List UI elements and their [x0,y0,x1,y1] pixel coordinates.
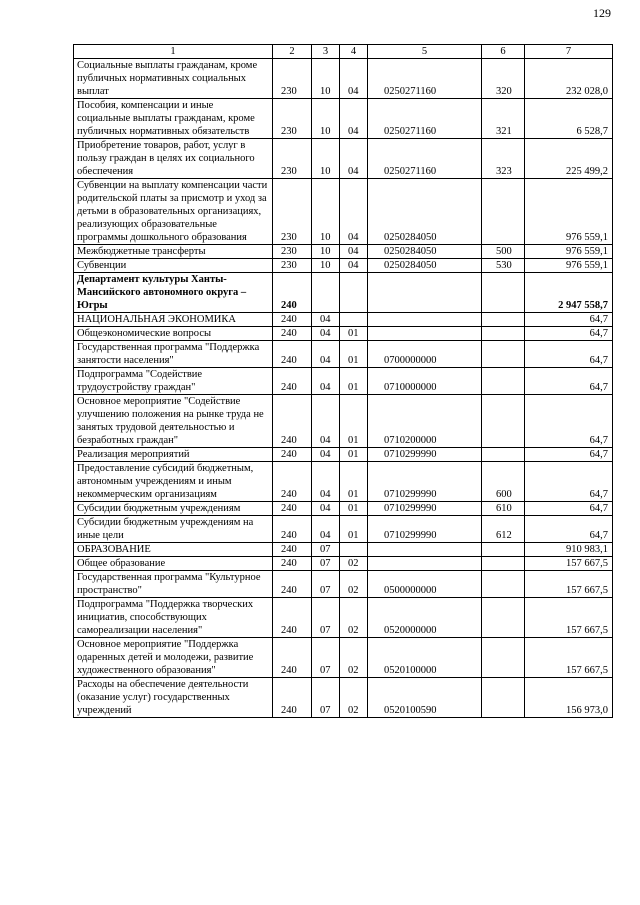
row-sum-cell: 64,7 [525,327,613,341]
page-number: 129 [593,6,611,20]
row-vr-cell [482,341,525,368]
row-name-cell: Основное мероприятие "Содействие улучшению положения на рынке труда не занятых трудовой деятельностью и безработных граждан" [74,395,273,448]
row-cs-cell: 0700000000 [368,341,482,368]
table-row [74,598,613,638]
row-sum-cell: 157 667,5 [525,571,613,598]
row-pr-cell: 02 [340,598,368,638]
table-row [74,368,613,395]
table-row [74,179,613,245]
table-row [74,557,613,571]
row-rz-cell: 04 [312,516,340,543]
table-row [74,139,613,179]
row-name-cell: Межбюджетные трансферты [74,245,273,259]
row-rz-cell: 04 [312,462,340,502]
row-cs-cell: 0710000000 [368,368,482,395]
row-vr-cell [482,313,525,327]
row-name-cell: Подпрограмма "Поддержка творческих инициатив, способствующих самореализации населения" [74,598,273,638]
row-name-cell: Субвенции на выплату компенсации части родительской платы за присмотр и уход за детьми в образовательных организациях, реализующих образовательные программы дошкольного образования [74,179,273,245]
row-vr-cell: 610 [482,502,525,516]
row-vr-cell [482,448,525,462]
row-pr-cell: 02 [340,571,368,598]
row-rz-cell: 07 [312,557,340,571]
row-vr-cell [482,368,525,395]
row-gr-cell: 230 [273,259,312,273]
header-cell: 6 [482,45,525,59]
row-cs-cell: 0250271160 [368,59,482,99]
row-cs-cell [368,557,482,571]
row-pr-cell: 01 [340,327,368,341]
row-gr-cell: 240 [273,571,312,598]
row-pr-cell [340,543,368,557]
row-gr-cell: 240 [273,543,312,557]
row-vr-cell [482,571,525,598]
row-pr-cell: 02 [340,638,368,678]
row-pr-cell: 01 [340,448,368,462]
row-name-cell: Реализация мероприятий [74,448,273,462]
row-vr-cell [482,543,525,557]
row-sum-cell: 976 559,1 [525,259,613,273]
row-vr-cell [482,557,525,571]
table-row [74,502,613,516]
row-rz-cell: 04 [312,368,340,395]
row-vr-cell [482,638,525,678]
row-sum-cell: 2 947 558,7 [525,273,613,313]
header-cell: 2 [273,45,312,59]
row-sum-cell: 64,7 [525,368,613,395]
table-row [74,273,613,313]
row-cs-cell: 0710299990 [368,516,482,543]
row-name-cell: Субсидии бюджетным учреждениям на иные цели [74,516,273,543]
row-sum-cell: 157 667,5 [525,557,613,571]
row-gr-cell: 240 [273,341,312,368]
budget-table [73,44,613,718]
row-cs-cell: 0250271160 [368,139,482,179]
row-name-cell: Подпрограмма "Содействие трудоустройству граждан" [74,368,273,395]
row-cs-cell: 0520100000 [368,638,482,678]
table-row [74,395,613,448]
row-vr-cell [482,327,525,341]
row-cs-cell: 0710299990 [368,448,482,462]
row-cs-cell: 0710299990 [368,502,482,516]
row-rz-cell: 07 [312,598,340,638]
row-vr-cell: 600 [482,462,525,502]
row-vr-cell [482,395,525,448]
row-pr-cell: 04 [340,245,368,259]
row-cs-cell [368,543,482,557]
row-sum-cell: 64,7 [525,395,613,448]
row-rz-cell: 07 [312,638,340,678]
row-rz-cell: 10 [312,59,340,99]
row-vr-cell: 500 [482,245,525,259]
row-gr-cell: 240 [273,273,312,313]
row-gr-cell: 230 [273,139,312,179]
row-name-cell: Общеэкономические вопросы [74,327,273,341]
table-row [74,571,613,598]
row-cs-cell: 0520100590 [368,678,482,718]
row-gr-cell: 230 [273,179,312,245]
row-cs-cell: 0710299990 [368,462,482,502]
row-pr-cell: 04 [340,99,368,139]
row-rz-cell: 10 [312,139,340,179]
header-cell: 1 [74,45,273,59]
row-name-cell: Субвенции [74,259,273,273]
row-gr-cell: 240 [273,448,312,462]
row-gr-cell: 240 [273,502,312,516]
table-row [74,516,613,543]
row-rz-cell: 04 [312,327,340,341]
row-sum-cell: 64,7 [525,462,613,502]
row-rz-cell: 04 [312,395,340,448]
row-gr-cell: 240 [273,516,312,543]
row-vr-cell: 320 [482,59,525,99]
row-cs-cell: 0520000000 [368,598,482,638]
header-cell: 4 [340,45,368,59]
row-name-cell: Основное мероприятие "Поддержка одаренных детей и молодежи, развитие художественного образования" [74,638,273,678]
row-gr-cell: 230 [273,99,312,139]
row-pr-cell: 04 [340,259,368,273]
row-pr-cell: 01 [340,368,368,395]
row-rz-cell: 04 [312,341,340,368]
row-rz-cell: 04 [312,502,340,516]
row-gr-cell: 240 [273,598,312,638]
row-vr-cell: 612 [482,516,525,543]
row-name-cell: Пособия, компенсации и иные социальные выплаты гражданам, кроме публичных нормативных обязательств [74,99,273,139]
row-cs-cell: 0250284050 [368,245,482,259]
row-cs-cell: 0250271160 [368,99,482,139]
row-sum-cell: 976 559,1 [525,179,613,245]
row-rz-cell [312,273,340,313]
row-name-cell: Государственная программа "Культурное пространство" [74,571,273,598]
row-vr-cell [482,678,525,718]
row-gr-cell: 240 [273,368,312,395]
table-header-row [74,45,613,59]
row-name-cell: Государственная программа "Поддержка занятости населения" [74,341,273,368]
row-name-cell: Департамент культуры Ханты-Мансийского автономного округа – Югры [74,273,273,313]
row-sum-cell: 157 667,5 [525,598,613,638]
row-vr-cell [482,179,525,245]
table-row [74,638,613,678]
row-vr-cell: 321 [482,99,525,139]
row-cs-cell [368,327,482,341]
row-sum-cell: 156 973,0 [525,678,613,718]
row-gr-cell: 240 [273,313,312,327]
row-sum-cell: 64,7 [525,516,613,543]
row-cs-cell: 0710200000 [368,395,482,448]
row-rz-cell: 10 [312,179,340,245]
row-cs-cell: 0250284050 [368,179,482,245]
row-rz-cell: 10 [312,99,340,139]
table-row [74,448,613,462]
row-name-cell: НАЦИОНАЛЬНАЯ ЭКОНОМИКА [74,313,273,327]
row-pr-cell: 02 [340,557,368,571]
row-pr-cell: 01 [340,516,368,543]
row-sum-cell: 64,7 [525,341,613,368]
row-cs-cell: 0250284050 [368,259,482,273]
table-body [74,59,613,718]
row-sum-cell: 910 983,1 [525,543,613,557]
row-sum-cell: 976 559,1 [525,245,613,259]
table-row [74,543,613,557]
row-rz-cell: 10 [312,259,340,273]
table-row [74,341,613,368]
row-name-cell: Общее образование [74,557,273,571]
row-sum-cell: 64,7 [525,448,613,462]
row-name-cell: Приобретение товаров, работ, услуг в пользу граждан в целях их социального обеспечения [74,139,273,179]
row-cs-cell: 0500000000 [368,571,482,598]
row-pr-cell: 04 [340,179,368,245]
header-cell: 3 [312,45,340,59]
row-gr-cell: 230 [273,245,312,259]
row-pr-cell [340,273,368,313]
row-sum-cell: 157 667,5 [525,638,613,678]
row-vr-cell: 530 [482,259,525,273]
row-pr-cell: 04 [340,59,368,99]
table-row [74,462,613,502]
row-cs-cell [368,273,482,313]
row-pr-cell [340,313,368,327]
row-vr-cell: 323 [482,139,525,179]
row-sum-cell: 6 528,7 [525,99,613,139]
row-rz-cell: 07 [312,571,340,598]
row-sum-cell: 232 028,0 [525,59,613,99]
row-gr-cell: 240 [273,462,312,502]
row-name-cell: ОБРАЗОВАНИЕ [74,543,273,557]
row-gr-cell: 240 [273,395,312,448]
table-row [74,678,613,718]
row-pr-cell: 01 [340,341,368,368]
row-pr-cell: 01 [340,462,368,502]
table-row [74,327,613,341]
row-sum-cell: 225 499,2 [525,139,613,179]
row-name-cell: Расходы на обеспечение деятельности (оказание услуг) государственных учреждений [74,678,273,718]
row-name-cell: Субсидии бюджетным учреждениям [74,502,273,516]
header-cell: 7 [525,45,613,59]
row-pr-cell: 02 [340,678,368,718]
table-row [74,99,613,139]
row-gr-cell: 240 [273,327,312,341]
row-gr-cell: 230 [273,59,312,99]
row-rz-cell: 07 [312,543,340,557]
row-pr-cell: 04 [340,139,368,179]
row-cs-cell [368,313,482,327]
row-pr-cell: 01 [340,502,368,516]
row-sum-cell: 64,7 [525,502,613,516]
row-rz-cell: 07 [312,678,340,718]
row-name-cell: Социальные выплаты гражданам, кроме публичных нормативных социальных выплат [74,59,273,99]
header-cell: 5 [368,45,482,59]
row-name-cell: Предоставление субсидий бюджетным, автономным учреждениям и иным некоммерческим организациям [74,462,273,502]
row-rz-cell: 04 [312,313,340,327]
row-rz-cell: 04 [312,448,340,462]
row-vr-cell [482,273,525,313]
row-gr-cell: 240 [273,557,312,571]
row-gr-cell: 240 [273,638,312,678]
row-sum-cell: 64,7 [525,313,613,327]
row-rz-cell: 10 [312,245,340,259]
row-pr-cell: 01 [340,395,368,448]
table-row [74,245,613,259]
table-row [74,313,613,327]
row-vr-cell [482,598,525,638]
table-row [74,59,613,99]
row-gr-cell: 240 [273,678,312,718]
table-row [74,259,613,273]
